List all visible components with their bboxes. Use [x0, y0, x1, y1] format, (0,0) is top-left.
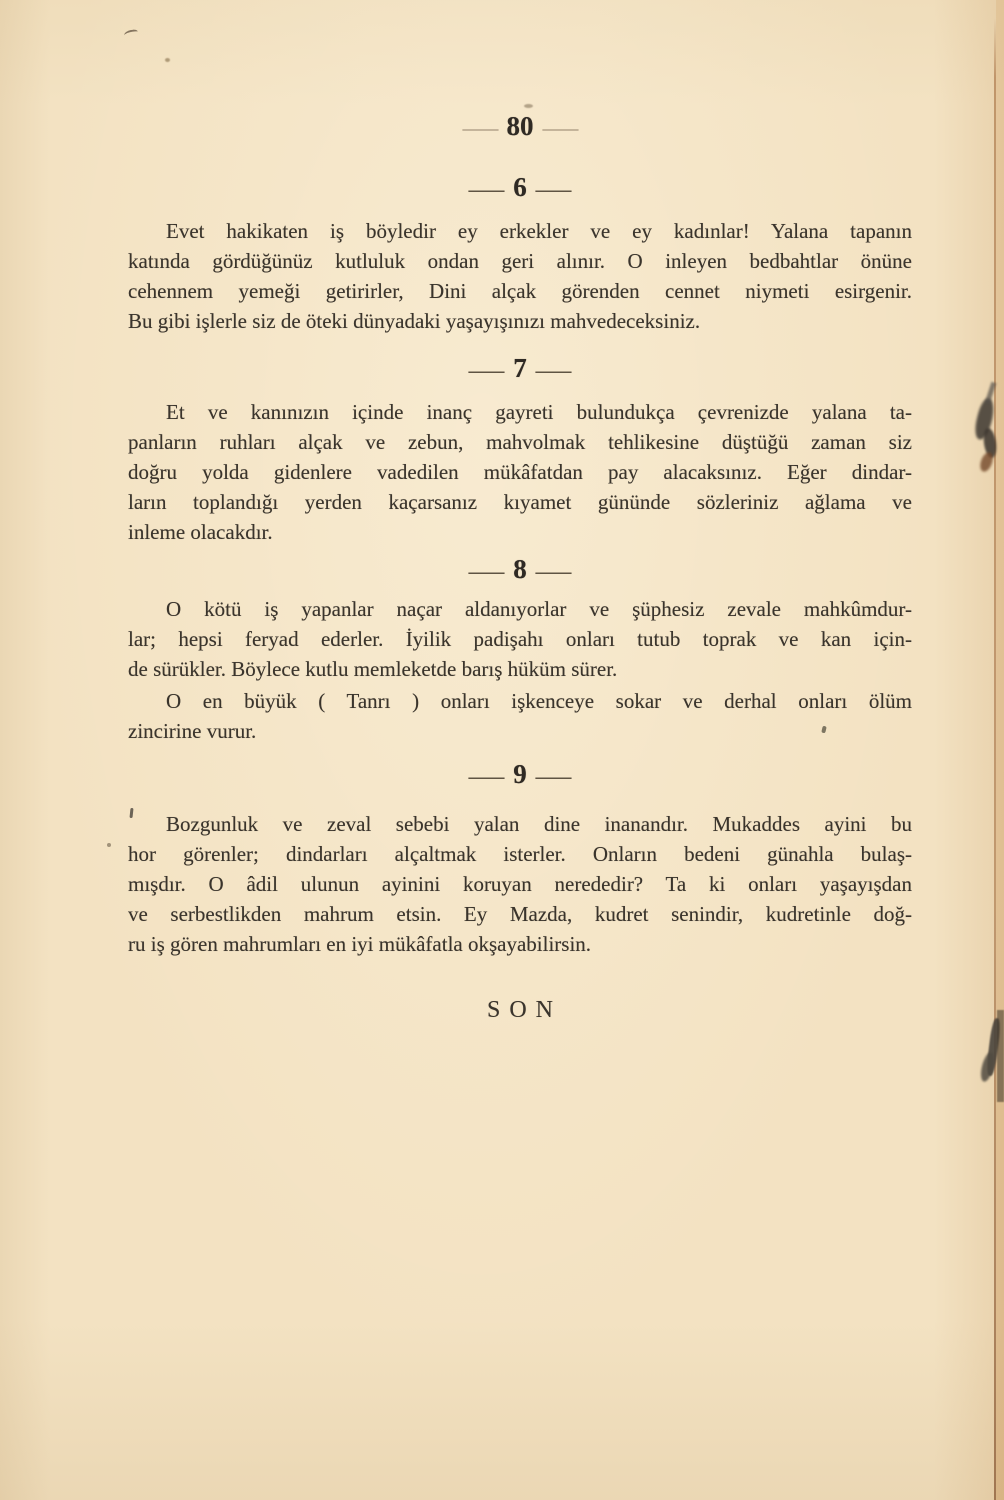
ink-speck	[165, 58, 170, 62]
section-8-paragraph-1	[128, 594, 912, 684]
paragraph-line: katında gördüğünüz kutluluk ondan geri alınır. O inleyen bedbahtlar önüne	[128, 249, 912, 273]
section-8-paragraph-2	[128, 686, 912, 746]
paragraph-line: Evet hakikaten iş böyledir ey erkekler ve ey kadınlar! Yalana tapanın	[166, 219, 912, 243]
page-number-dash-left: —	[462, 116, 498, 140]
page-number-value: 80	[506, 111, 534, 141]
heading-number: 8	[513, 554, 527, 584]
heading-number: 7	[513, 353, 527, 383]
heading-number: 6	[513, 172, 527, 202]
page-edge-line	[994, 18, 996, 1500]
page-edge-strip	[996, 0, 1004, 1500]
paragraph-line: Et ve kanınızın içinde inanç gayreti bulundukça çevrenizde yalana ta-	[166, 400, 912, 424]
heading-dash-left: —	[468, 177, 505, 201]
heading-dash-left: —	[468, 358, 505, 382]
ink-speck	[123, 29, 138, 38]
heading-dash-right: —	[535, 764, 572, 788]
page-number	[128, 110, 912, 147]
paragraph-line: ve serbestlikden mahrum etsin. Ey Mazda, kudret senindir, kudretinle doğ-	[128, 902, 912, 926]
heading-dash-left: —	[468, 764, 505, 788]
paragraph-line: panların ruhları alçak ve zebun, mahvolmak tehlikesine düştüğü zaman siz	[128, 430, 912, 454]
paragraph-line: zincirine vurur.	[128, 719, 257, 743]
section-heading-7	[128, 352, 912, 389]
paragraph-line: ru iş gören mahrumları en iyi mükâfatla okşayabilirsin.	[128, 932, 592, 956]
paragraph-line: cehennem yemeği getirirler, Dini alçak görenden cennet niymeti esirgenir.	[128, 279, 912, 303]
section-heading-8	[128, 553, 912, 590]
section-heading-9	[128, 758, 912, 795]
ink-speck	[107, 843, 111, 847]
heading-dash-right: —	[535, 559, 572, 583]
section-heading-6	[128, 171, 912, 208]
paragraph-line: Bu gibi işlerle siz de öteki dünyadaki yaşayışınızı mahvedeceksiniz.	[128, 309, 701, 333]
paragraph-line: doğru yolda gidenlere vadedilen mükâfatdan pay alacaksınız. Eğer dindar-	[128, 460, 912, 484]
section-6-paragraph	[128, 216, 912, 336]
paragraph-line: Bozgunluk ve zeval sebebi yalan dine inanandır. Mukaddes ayini bu	[166, 812, 912, 836]
paragraph-line: inleme olacakdır.	[128, 520, 273, 544]
ink-smudge	[997, 1010, 1004, 1102]
page-number-dash-right: —	[542, 116, 578, 140]
paragraph-line: de sürükler. Böylece kutlu memleketde barış hüküm sürer.	[128, 657, 618, 681]
heading-dash-left: —	[468, 559, 505, 583]
paragraph-line: mışdır. O âdil ulunun ayinini koruyan nerededir? Ta ki onları yaşayışdan	[128, 872, 912, 896]
heading-dash-right: —	[535, 177, 572, 201]
end-marker: SON	[486, 997, 562, 1023]
paragraph-line: ların toplandığı yerden kaçarsanız kıyamet gününde sözleriniz ağlama ve	[128, 490, 912, 514]
paragraph-line: O en büyük ( Tanrı ) onları işkenceye sokar ve derhal onları ölüm	[166, 689, 912, 713]
heading-dash-right: —	[535, 358, 572, 382]
heading-number: 9	[513, 759, 527, 789]
paragraph-line: lar; hepsi feryad ederler. İyilik padişahı onları tutub toprak ve kan için-	[128, 627, 912, 651]
section-7-paragraph	[128, 397, 912, 547]
ink-speck	[524, 104, 533, 108]
paragraph-line: O kötü iş yapanlar naçar aldanıyorlar ve şüphesiz zevale mahkûmdur-	[166, 597, 912, 621]
section-9-paragraph	[128, 809, 912, 959]
paragraph-line: hor görenler; dindarları alçaltmak isterler. Onların bedeni günahla bulaş-	[128, 842, 912, 866]
